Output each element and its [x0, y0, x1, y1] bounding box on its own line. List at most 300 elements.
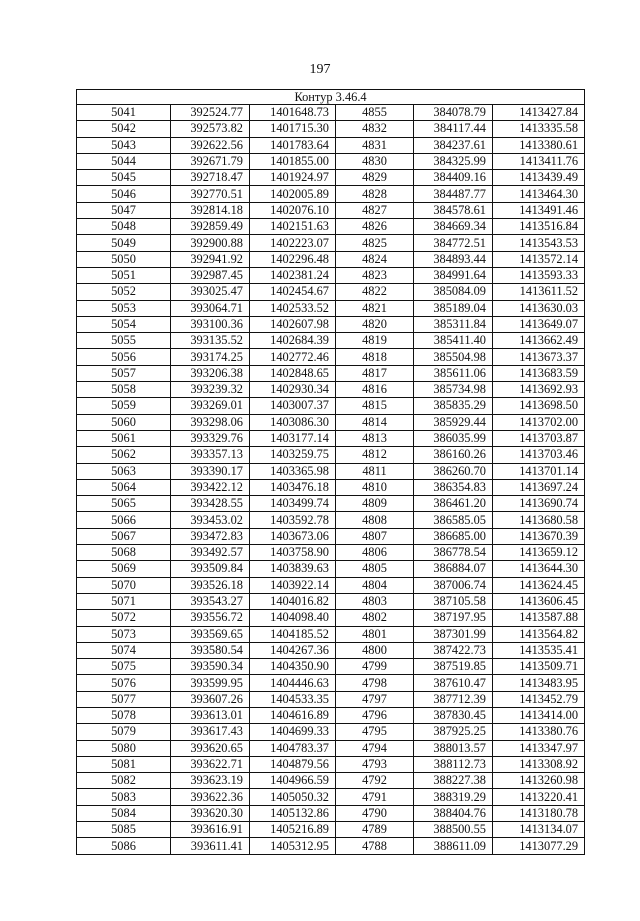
y-coordinate-right: 1413335.58 — [493, 121, 585, 137]
table-row — [77, 186, 585, 202]
x-coordinate-left: 393428.55 — [171, 496, 250, 512]
y-coordinate-right: 1413662.49 — [493, 333, 585, 349]
point-number-right: 4789 — [336, 822, 414, 838]
x-coordinate-left: 393617.43 — [171, 724, 250, 740]
table-row — [77, 789, 585, 805]
x-coordinate-right: 384409.16 — [414, 170, 493, 186]
y-coordinate-left: 1402930.34 — [250, 382, 336, 398]
point-number-left: 5054 — [77, 316, 171, 332]
y-coordinate-left: 1401648.73 — [250, 105, 336, 121]
point-number-left: 5085 — [77, 822, 171, 838]
x-coordinate-right: 384117.44 — [414, 121, 493, 137]
y-coordinate-left: 1402848.65 — [250, 365, 336, 381]
point-number-left: 5050 — [77, 251, 171, 267]
table-row — [77, 805, 585, 821]
x-coordinate-left: 393543.27 — [171, 593, 250, 609]
y-coordinate-right: 1413587.88 — [493, 610, 585, 626]
x-coordinate-left: 393174.25 — [171, 349, 250, 365]
table-row — [77, 300, 585, 316]
y-coordinate-right: 1413673.37 — [493, 349, 585, 365]
y-coordinate-right: 1413606.45 — [493, 593, 585, 609]
y-coordinate-left: 1405216.89 — [250, 822, 336, 838]
point-number-left: 5055 — [77, 333, 171, 349]
y-coordinate-right: 1413703.46 — [493, 447, 585, 463]
table-row — [77, 838, 585, 854]
y-coordinate-right: 1413439.49 — [493, 170, 585, 186]
table-row — [77, 593, 585, 609]
y-coordinate-left: 1402454.67 — [250, 284, 336, 300]
y-coordinate-left: 1402296.48 — [250, 251, 336, 267]
table-row — [77, 724, 585, 740]
x-coordinate-right: 385835.29 — [414, 398, 493, 414]
x-coordinate-left: 393599.95 — [171, 675, 250, 691]
point-number-right: 4826 — [336, 219, 414, 235]
x-coordinate-left: 393580.54 — [171, 642, 250, 658]
x-coordinate-left: 393622.36 — [171, 789, 250, 805]
y-coordinate-left: 1405050.32 — [250, 789, 336, 805]
y-coordinate-left: 1402381.24 — [250, 267, 336, 283]
x-coordinate-right: 385084.09 — [414, 284, 493, 300]
x-coordinate-right: 386585.05 — [414, 512, 493, 528]
point-number-right: 4829 — [336, 170, 414, 186]
x-coordinate-left: 392770.51 — [171, 186, 250, 202]
y-coordinate-left: 1403177.14 — [250, 430, 336, 446]
y-coordinate-left: 1404016.82 — [250, 593, 336, 609]
y-coordinate-right: 1413611.52 — [493, 284, 585, 300]
y-coordinate-right: 1413411.76 — [493, 153, 585, 169]
point-number-left: 5078 — [77, 707, 171, 723]
y-coordinate-left: 1402005.89 — [250, 186, 336, 202]
y-coordinate-right: 1413670.39 — [493, 528, 585, 544]
y-coordinate-right: 1413697.24 — [493, 479, 585, 495]
point-number-right: 4809 — [336, 496, 414, 512]
point-number-left: 5059 — [77, 398, 171, 414]
table-row — [77, 430, 585, 446]
y-coordinate-left: 1401924.97 — [250, 170, 336, 186]
point-number-left: 5065 — [77, 496, 171, 512]
point-number-left: 5041 — [77, 105, 171, 121]
coordinates-table — [76, 89, 585, 855]
x-coordinate-left: 393269.01 — [171, 398, 250, 414]
x-coordinate-left: 393422.12 — [171, 479, 250, 495]
x-coordinate-left: 393100.36 — [171, 316, 250, 332]
x-coordinate-right: 386461.20 — [414, 496, 493, 512]
point-number-left: 5061 — [77, 430, 171, 446]
x-coordinate-right: 384669.34 — [414, 219, 493, 235]
x-coordinate-left: 392622.56 — [171, 137, 250, 153]
table-row — [77, 333, 585, 349]
point-number-right: 4822 — [336, 284, 414, 300]
point-number-left: 5047 — [77, 202, 171, 218]
x-coordinate-right: 386160.26 — [414, 447, 493, 463]
y-coordinate-right: 1413543.53 — [493, 235, 585, 251]
point-number-left: 5060 — [77, 414, 171, 430]
y-coordinate-right: 1413698.50 — [493, 398, 585, 414]
point-number-left: 5045 — [77, 170, 171, 186]
y-coordinate-right: 1413572.14 — [493, 251, 585, 267]
y-coordinate-right: 1413535.41 — [493, 642, 585, 658]
x-coordinate-left: 392941.92 — [171, 251, 250, 267]
table-row — [77, 756, 585, 772]
x-coordinate-left: 392900.88 — [171, 235, 250, 251]
y-coordinate-right: 1413414.00 — [493, 707, 585, 723]
y-coordinate-left: 1403476.18 — [250, 479, 336, 495]
x-coordinate-right: 388500.55 — [414, 822, 493, 838]
point-number-left: 5071 — [77, 593, 171, 609]
x-coordinate-left: 393064.71 — [171, 300, 250, 316]
x-coordinate-right: 385734.98 — [414, 382, 493, 398]
table-row — [77, 121, 585, 137]
point-number-left: 5084 — [77, 805, 171, 821]
table-row — [77, 284, 585, 300]
y-coordinate-right: 1413380.61 — [493, 137, 585, 153]
table-row — [77, 479, 585, 495]
table-row — [77, 496, 585, 512]
x-coordinate-right: 386685.00 — [414, 528, 493, 544]
x-coordinate-right: 386260.70 — [414, 463, 493, 479]
y-coordinate-right: 1413464.30 — [493, 186, 585, 202]
point-number-left: 5051 — [77, 267, 171, 283]
x-coordinate-right: 387830.45 — [414, 707, 493, 723]
x-coordinate-left: 393357.13 — [171, 447, 250, 463]
table-row — [77, 773, 585, 789]
table-row — [77, 153, 585, 169]
point-number-right: 4814 — [336, 414, 414, 430]
point-number-left: 5080 — [77, 740, 171, 756]
x-coordinate-left: 393492.57 — [171, 545, 250, 561]
x-coordinate-left: 393620.65 — [171, 740, 250, 756]
y-coordinate-left: 1401783.64 — [250, 137, 336, 153]
x-coordinate-left: 393616.91 — [171, 822, 250, 838]
point-number-right: 4792 — [336, 773, 414, 789]
point-number-right: 4802 — [336, 610, 414, 626]
y-coordinate-left: 1404098.40 — [250, 610, 336, 626]
table-body — [77, 90, 585, 855]
y-coordinate-left: 1403259.75 — [250, 447, 336, 463]
x-coordinate-right: 385611.06 — [414, 365, 493, 381]
x-coordinate-right: 388013.57 — [414, 740, 493, 756]
table-row — [77, 659, 585, 675]
x-coordinate-right: 387006.74 — [414, 577, 493, 593]
x-coordinate-right: 385189.04 — [414, 300, 493, 316]
point-number-right: 4806 — [336, 545, 414, 561]
y-coordinate-right: 1413593.33 — [493, 267, 585, 283]
point-number-left: 5074 — [77, 642, 171, 658]
point-number-right: 4791 — [336, 789, 414, 805]
x-coordinate-left: 393509.84 — [171, 561, 250, 577]
y-coordinate-left: 1404616.89 — [250, 707, 336, 723]
point-number-left: 5082 — [77, 773, 171, 789]
point-number-left: 5068 — [77, 545, 171, 561]
y-coordinate-right: 1413701.14 — [493, 463, 585, 479]
point-number-right: 4815 — [336, 398, 414, 414]
y-coordinate-left: 1404446.63 — [250, 675, 336, 691]
point-number-left: 5064 — [77, 479, 171, 495]
point-number-right: 4828 — [336, 186, 414, 202]
x-coordinate-left: 393206.38 — [171, 365, 250, 381]
y-coordinate-left: 1403365.98 — [250, 463, 336, 479]
y-coordinate-left: 1404185.52 — [250, 626, 336, 642]
x-coordinate-left: 392671.79 — [171, 153, 250, 169]
x-coordinate-left: 393390.17 — [171, 463, 250, 479]
x-coordinate-right: 386354.83 — [414, 479, 493, 495]
x-coordinate-right: 387197.95 — [414, 610, 493, 626]
y-coordinate-left: 1403592.78 — [250, 512, 336, 528]
y-coordinate-left: 1403758.90 — [250, 545, 336, 561]
x-coordinate-left: 393453.02 — [171, 512, 250, 528]
x-coordinate-left: 393472.83 — [171, 528, 250, 544]
y-coordinate-right: 1413308.92 — [493, 756, 585, 772]
point-number-right: 4819 — [336, 333, 414, 349]
x-coordinate-right: 387712.39 — [414, 691, 493, 707]
y-coordinate-right: 1413703.87 — [493, 430, 585, 446]
table-row — [77, 414, 585, 430]
table-row — [77, 740, 585, 756]
table-row — [77, 822, 585, 838]
table-caption: Контур 3.46.4 — [77, 90, 585, 105]
y-coordinate-left: 1404350.90 — [250, 659, 336, 675]
point-number-left: 5043 — [77, 137, 171, 153]
point-number-right: 4798 — [336, 675, 414, 691]
point-number-right: 4818 — [336, 349, 414, 365]
y-coordinate-left: 1403922.14 — [250, 577, 336, 593]
point-number-left: 5076 — [77, 675, 171, 691]
y-coordinate-right: 1413180.78 — [493, 805, 585, 821]
table-row — [77, 105, 585, 121]
point-number-right: 4800 — [336, 642, 414, 658]
table-row — [77, 545, 585, 561]
x-coordinate-right: 384772.51 — [414, 235, 493, 251]
point-number-right: 4810 — [336, 479, 414, 495]
point-number-right: 4831 — [336, 137, 414, 153]
point-number-right: 4807 — [336, 528, 414, 544]
x-coordinate-right: 384325.99 — [414, 153, 493, 169]
x-coordinate-right: 384078.79 — [414, 105, 493, 121]
y-coordinate-right: 1413260.98 — [493, 773, 585, 789]
point-number-left: 5044 — [77, 153, 171, 169]
y-coordinate-right: 1413516.84 — [493, 219, 585, 235]
y-coordinate-left: 1404966.59 — [250, 773, 336, 789]
point-number-right: 4801 — [336, 626, 414, 642]
point-number-left: 5048 — [77, 219, 171, 235]
y-coordinate-right: 1413491.46 — [493, 202, 585, 218]
table-row — [77, 219, 585, 235]
point-number-left: 5081 — [77, 756, 171, 772]
x-coordinate-left: 393556.72 — [171, 610, 250, 626]
table-row — [77, 642, 585, 658]
x-coordinate-right: 387422.73 — [414, 642, 493, 658]
y-coordinate-left: 1405132.86 — [250, 805, 336, 821]
table-row — [77, 561, 585, 577]
y-coordinate-right: 1413347.97 — [493, 740, 585, 756]
point-number-left: 5056 — [77, 349, 171, 365]
table-row — [77, 675, 585, 691]
table-row — [77, 235, 585, 251]
x-coordinate-right: 384237.61 — [414, 137, 493, 153]
x-coordinate-left: 393569.65 — [171, 626, 250, 642]
x-coordinate-left: 392987.45 — [171, 267, 250, 283]
point-number-left: 5058 — [77, 382, 171, 398]
table-row — [77, 365, 585, 381]
point-number-left: 5049 — [77, 235, 171, 251]
point-number-left: 5083 — [77, 789, 171, 805]
x-coordinate-left: 393590.34 — [171, 659, 250, 675]
x-coordinate-right: 384578.61 — [414, 202, 493, 218]
x-coordinate-right: 388227.38 — [414, 773, 493, 789]
x-coordinate-right: 388611.09 — [414, 838, 493, 854]
point-number-right: 4799 — [336, 659, 414, 675]
y-coordinate-left: 1404533.35 — [250, 691, 336, 707]
y-coordinate-right: 1413630.03 — [493, 300, 585, 316]
table-row — [77, 398, 585, 414]
x-coordinate-left: 393135.52 — [171, 333, 250, 349]
point-number-left: 5072 — [77, 610, 171, 626]
point-number-right: 4813 — [336, 430, 414, 446]
point-number-left: 5070 — [77, 577, 171, 593]
y-coordinate-right: 1413659.12 — [493, 545, 585, 561]
point-number-right: 4832 — [336, 121, 414, 137]
x-coordinate-left: 393298.06 — [171, 414, 250, 430]
x-coordinate-right: 386035.99 — [414, 430, 493, 446]
point-number-left: 5069 — [77, 561, 171, 577]
x-coordinate-right: 385411.40 — [414, 333, 493, 349]
point-number-left: 5086 — [77, 838, 171, 854]
point-number-right: 4788 — [336, 838, 414, 854]
point-number-right: 4795 — [336, 724, 414, 740]
y-coordinate-left: 1403839.63 — [250, 561, 336, 577]
x-coordinate-left: 393025.47 — [171, 284, 250, 300]
point-number-right: 4811 — [336, 463, 414, 479]
table-row — [77, 316, 585, 332]
point-number-right: 4855 — [336, 105, 414, 121]
x-coordinate-right: 384991.64 — [414, 267, 493, 283]
x-coordinate-right: 388112.73 — [414, 756, 493, 772]
point-number-right: 4812 — [336, 447, 414, 463]
table-row — [77, 707, 585, 723]
x-coordinate-left: 393611.41 — [171, 838, 250, 854]
x-coordinate-right: 385929.44 — [414, 414, 493, 430]
point-number-left: 5063 — [77, 463, 171, 479]
y-coordinate-right: 1413077.29 — [493, 838, 585, 854]
y-coordinate-right: 1413134.07 — [493, 822, 585, 838]
table-row — [77, 170, 585, 186]
table-row — [77, 251, 585, 267]
point-number-right: 4821 — [336, 300, 414, 316]
table-row — [77, 577, 585, 593]
table-row — [77, 267, 585, 283]
x-coordinate-left: 393620.30 — [171, 805, 250, 821]
y-coordinate-left: 1401855.00 — [250, 153, 336, 169]
point-number-right: 4790 — [336, 805, 414, 821]
point-number-right: 4805 — [336, 561, 414, 577]
x-coordinate-right: 387301.99 — [414, 626, 493, 642]
y-coordinate-right: 1413680.58 — [493, 512, 585, 528]
x-coordinate-left: 393613.01 — [171, 707, 250, 723]
y-coordinate-left: 1402684.39 — [250, 333, 336, 349]
point-number-left: 5053 — [77, 300, 171, 316]
point-number-left: 5052 — [77, 284, 171, 300]
point-number-left: 5062 — [77, 447, 171, 463]
x-coordinate-right: 387519.85 — [414, 659, 493, 675]
point-number-left: 5046 — [77, 186, 171, 202]
table-row — [77, 691, 585, 707]
point-number-right: 4794 — [336, 740, 414, 756]
x-coordinate-right: 387105.58 — [414, 593, 493, 609]
y-coordinate-left: 1402772.46 — [250, 349, 336, 365]
point-number-right: 4816 — [336, 382, 414, 398]
table-row — [77, 202, 585, 218]
y-coordinate-right: 1413564.82 — [493, 626, 585, 642]
y-coordinate-left: 1402607.98 — [250, 316, 336, 332]
x-coordinate-left: 393607.26 — [171, 691, 250, 707]
y-coordinate-left: 1402076.10 — [250, 202, 336, 218]
point-number-left: 5077 — [77, 691, 171, 707]
x-coordinate-left: 392718.47 — [171, 170, 250, 186]
x-coordinate-right: 384893.44 — [414, 251, 493, 267]
y-coordinate-right: 1413220.41 — [493, 789, 585, 805]
point-number-right: 4804 — [336, 577, 414, 593]
x-coordinate-left: 393239.32 — [171, 382, 250, 398]
y-coordinate-left: 1403673.06 — [250, 528, 336, 544]
x-coordinate-right: 388319.29 — [414, 789, 493, 805]
y-coordinate-left: 1403499.74 — [250, 496, 336, 512]
y-coordinate-left: 1402151.63 — [250, 219, 336, 235]
point-number-left: 5073 — [77, 626, 171, 642]
point-number-right: 4796 — [336, 707, 414, 723]
x-coordinate-right: 387925.25 — [414, 724, 493, 740]
point-number-right: 4793 — [336, 756, 414, 772]
x-coordinate-right: 386778.54 — [414, 545, 493, 561]
y-coordinate-left: 1404783.37 — [250, 740, 336, 756]
point-number-right: 4827 — [336, 202, 414, 218]
y-coordinate-right: 1413702.00 — [493, 414, 585, 430]
y-coordinate-left: 1402533.52 — [250, 300, 336, 316]
y-coordinate-right: 1413624.45 — [493, 577, 585, 593]
x-coordinate-left: 393526.18 — [171, 577, 250, 593]
x-coordinate-left: 392859.49 — [171, 219, 250, 235]
point-number-left: 5075 — [77, 659, 171, 675]
x-coordinate-right: 385311.84 — [414, 316, 493, 332]
y-coordinate-right: 1413427.84 — [493, 105, 585, 121]
x-coordinate-left: 392573.82 — [171, 121, 250, 137]
point-number-right: 4825 — [336, 235, 414, 251]
table-row — [77, 610, 585, 626]
point-number-right: 4820 — [336, 316, 414, 332]
point-number-left: 5067 — [77, 528, 171, 544]
y-coordinate-left: 1404879.56 — [250, 756, 336, 772]
y-coordinate-right: 1413683.59 — [493, 365, 585, 381]
y-coordinate-left: 1401715.30 — [250, 121, 336, 137]
y-coordinate-right: 1413649.07 — [493, 316, 585, 332]
point-number-left: 5079 — [77, 724, 171, 740]
y-coordinate-right: 1413452.79 — [493, 691, 585, 707]
y-coordinate-right: 1413690.74 — [493, 496, 585, 512]
y-coordinate-right: 1413692.93 — [493, 382, 585, 398]
y-coordinate-left: 1403007.37 — [250, 398, 336, 414]
y-coordinate-right: 1413644.30 — [493, 561, 585, 577]
y-coordinate-left: 1404699.33 — [250, 724, 336, 740]
x-coordinate-left: 392524.77 — [171, 105, 250, 121]
x-coordinate-right: 388404.76 — [414, 805, 493, 821]
table-row — [77, 137, 585, 153]
table-caption-row — [77, 90, 585, 105]
table-row — [77, 382, 585, 398]
point-number-right: 4797 — [336, 691, 414, 707]
x-coordinate-left: 393329.76 — [171, 430, 250, 446]
x-coordinate-left: 392814.18 — [171, 202, 250, 218]
y-coordinate-left: 1403086.30 — [250, 414, 336, 430]
table-row — [77, 626, 585, 642]
